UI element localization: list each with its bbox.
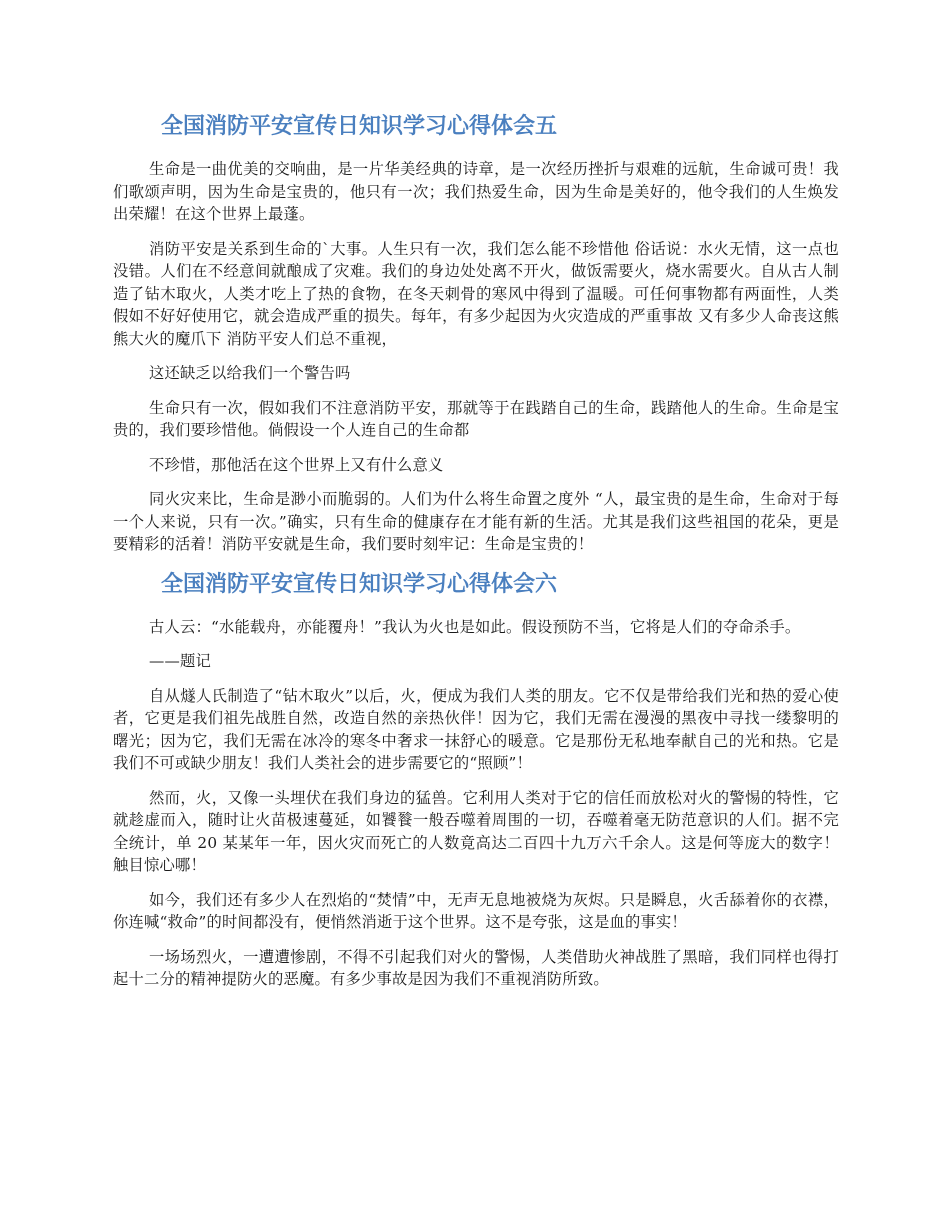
paragraph: 消防平安是关系到生命的`大事。人生只有一次，我们怎么能不珍惜他 俗话说：水火无情，这一点也没错。人们在不经意间就酿成了灾难。我们的身边处处离不开火，做饭需要火，烧水需要火。自从古人制造了钻木取火，人类才吃上了热的食物，在冬天刺骨的寒风中得到了温暖。可任何事物都有两面性，人类假如不好好使用它，就会造成严重的损失。每年，有多少起因为火灾造成的严重事故 又有多少人命丧这熊熊大火的魔爪下 消防平安人们总不重视， — [113, 239, 839, 348]
paragraph: 一场场烈火，一遭遭惨剧，不得不引起我们对火的警惕，人类借助火神战胜了黑暗，我们同样也得打起十二分的精神提防火的恶魔。有多少事故是因为我们不重视消防所致。 — [113, 947, 839, 988]
paragraph: 生命只有一次，假如我们不注意消防平安，那就等于在践踏自己的生命，践踏他人的生命。生命是宝贵的，我们要珍惜他。倘假设一个人连自己的生命都 — [113, 398, 839, 439]
document-body — [113, 110, 839, 1003]
section-title: 全国消防平安宣传日知识学习心得体会六 — [161, 571, 558, 597]
paragraph: 如今，我们还有多少人在烈焰的“焚情”中，无声无息地被烧为灰烬。只是瞬息，火舌舔着你的衣襟，你连喊“救命”的时间都没有，便悄然消逝于这个世界。这不是夸张，这是血的事实！ — [113, 890, 839, 931]
paragraph: 生命是一曲优美的交响曲，是一片华美经典的诗章，是一次经历挫折与艰难的远航，生命诚可贵！我们歌颂声明，因为生命是宝贵的，他只有一次；我们热爱生命，因为生命是美好的，他令我们的人生焕发出荣耀！在这个世界上最蓬。 — [113, 160, 839, 223]
paragraph: 同火灾来比，生命是渺小而脆弱的。人们为什么将生命置之度外 “人，最宝贵的是生命，生命对于每一个人来说，只有一次。”确实，只有生命的健康存在才能有新的生活。尤其是我们这些祖国的花朵，更是要精彩的活着！消防平安就是生命，我们要时刻牢记：生命是宝贵的！ — [113, 490, 839, 553]
paragraph: 古人云：“水能载舟，亦能覆舟！”我认为火也是如此。假设预防不当，它将是人们的夺命杀手。 — [149, 617, 801, 636]
section-title: 全国消防平安宣传日知识学习心得体会五 — [161, 114, 558, 139]
paragraph: 不珍惜，那他活在这个世界上又有什么意义 — [149, 455, 444, 474]
paragraph: 然而，火，又像一头埋伏在我们身边的猛兽。它利用人类对于它的信任而放松对火的警惕的特性，它就趁虚而入，随时让火苗极速蔓延，如饕餮一般吞噬着周围的一切，吞噬着毫无防范意识的人们。据不完全统计，单 20 某某年一年，因火灾而死亡的人数竟高达二百四十九万六千余人。这是何等庞大的数字！触目惊心哪！ — [113, 788, 839, 874]
paragraph: 自从燧人氏制造了“钻木取火”以后，火，便成为我们人类的朋友。它不仅是带给我们光和热的爱心使者，它更是我们祖先战胜自然，改造自然的亲热伙伴！因为它，我们无需在漫漫的黑夜中寻找一缕黎明的曙光；因为它，我们无需在冰冷的寒冬中奢求一抹舒心的暖意。它是那份无私地奉献自己的光和热。它是我们不可或缺少朋友！我们人类社会的进步需要它的“照顾”！ — [113, 686, 839, 772]
paragraph-epigraph: ——题记 — [149, 652, 211, 670]
paragraph: 这还缺乏以给我们一个警告吗 — [149, 364, 351, 382]
